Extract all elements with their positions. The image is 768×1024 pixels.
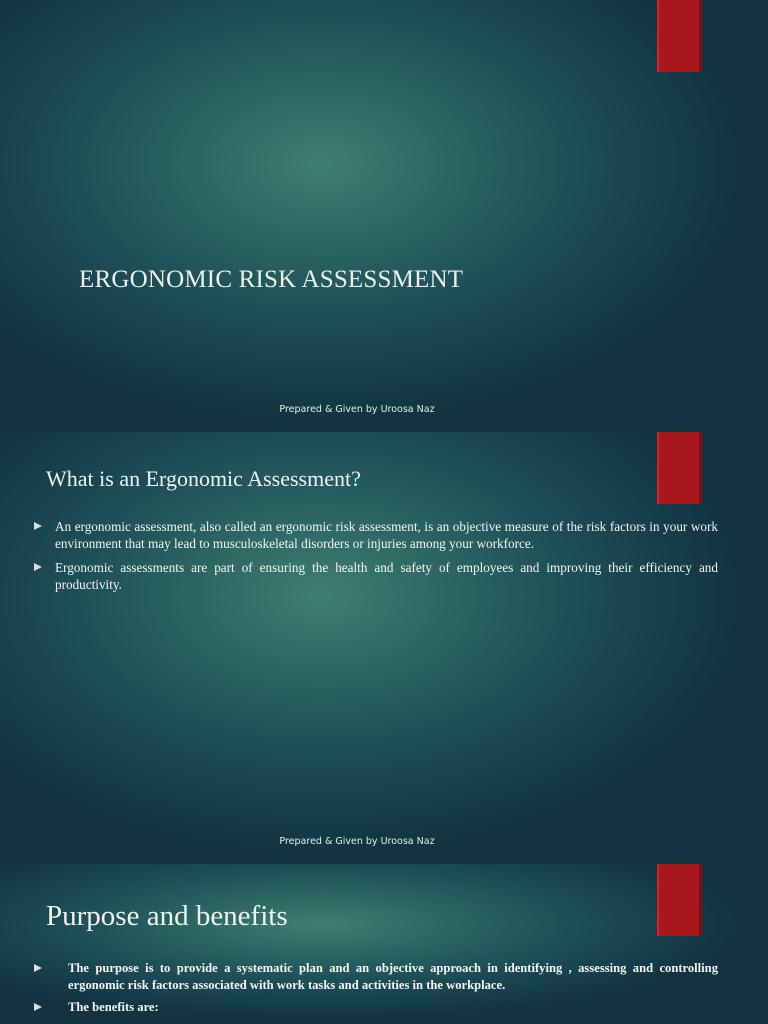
- red-tab-decoration: [657, 864, 702, 936]
- slide-title: [0, 0, 768, 432]
- slide-footer: Prepared & Given by Uroosa Naz: [279, 836, 435, 847]
- bullet-text: Ergonomic assessments are part of ensuring the health and safety of employees and improving their efficiency and productivity.: [55, 560, 718, 592]
- bullet-text: An ergonomic assessment, also called an ergonomic risk assessment, is an objective measure of the risk factors in your work environment that may lead to musculoskeletal disorders or injuries among your workforce.: [55, 519, 718, 551]
- list-item: [32, 518, 718, 552]
- triangle-right-icon: [34, 964, 42, 972]
- list-item: [32, 960, 718, 993]
- triangle-right-icon: [34, 1003, 42, 1011]
- list-item: [32, 999, 718, 1016]
- slide-what-is: [0, 432, 768, 864]
- bullet-list: [32, 518, 718, 600]
- list-item: [32, 559, 718, 593]
- slide-footer: Prepared & Given by Uroosa Naz: [279, 404, 435, 415]
- slide-purpose: [0, 864, 768, 1024]
- red-tab-decoration: [657, 432, 702, 504]
- presentation-title: ERGONOMIC RISK ASSESSMENT: [79, 266, 464, 293]
- slide-heading: Purpose and benefits: [46, 900, 288, 932]
- triangle-right-icon: [34, 563, 42, 571]
- triangle-right-icon: [34, 522, 42, 530]
- bullet-list: [32, 960, 718, 1022]
- bullet-text: The benefits are:: [68, 1000, 159, 1014]
- slide-heading: What is an Ergonomic Assessment?: [46, 466, 361, 491]
- bullet-text: The purpose is to provide a systematic plan and an objective approach in identifying , assessing and controlling ergonomic risk factors associated with work tasks and activities in the workplace.: [68, 961, 718, 992]
- red-tab-decoration: [657, 0, 702, 72]
